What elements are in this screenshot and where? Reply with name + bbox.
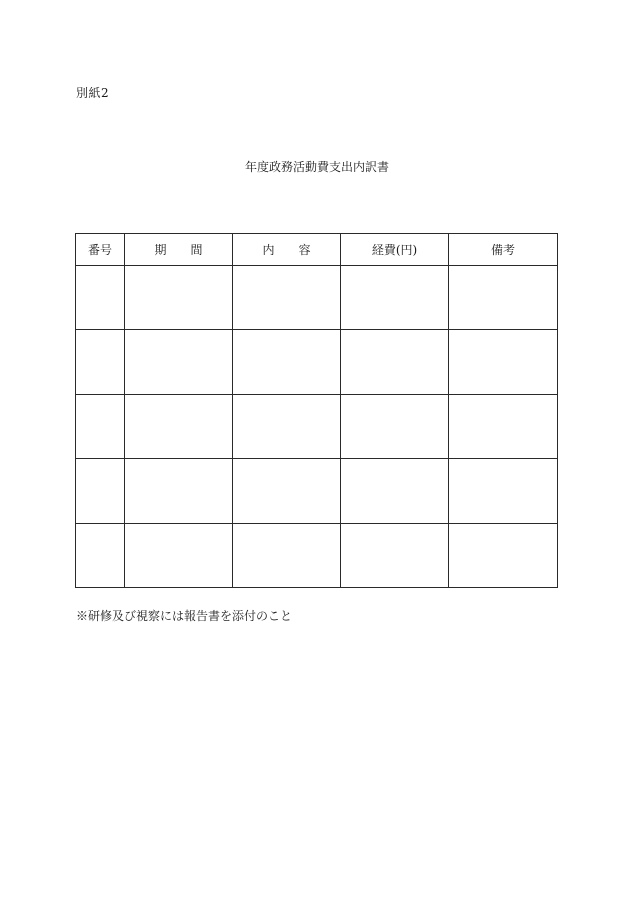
table-row [76,330,558,394]
cell-period [125,459,233,523]
cell-remarks [449,266,558,330]
attachment-label: 別紙2 [76,86,110,100]
cell-period [125,394,233,458]
cell-remarks [449,523,558,587]
cell-remarks [449,330,558,394]
cell-number [76,330,125,394]
cell-remarks [449,394,558,458]
cell-content [233,330,341,394]
cell-cost [341,266,449,330]
table-row [76,266,558,330]
cell-content [233,523,341,587]
cell-cost [341,330,449,394]
cell-number [76,394,125,458]
cell-content [233,394,341,458]
table-header-row [76,234,558,266]
attachment-note: ※研修及び視察には報告書を添付のこと [76,609,293,623]
cell-number [76,523,125,587]
cell-number [76,459,125,523]
table-row [76,523,558,587]
cell-period [125,330,233,394]
table-row [76,394,558,458]
cell-content [233,266,341,330]
cell-period [125,523,233,587]
header-remarks: 備考 [449,234,558,266]
cell-content [233,459,341,523]
cell-remarks [449,459,558,523]
cell-period [125,266,233,330]
expense-breakdown-table [75,233,558,588]
header-number: 番号 [76,234,125,266]
cell-cost [341,394,449,458]
header-cost: 経費(円) [341,234,449,266]
table-row [76,459,558,523]
cell-cost [341,459,449,523]
cell-cost [341,523,449,587]
header-content: 内 容 [233,234,341,266]
cell-number [76,266,125,330]
page-title: 年度政務活動費支出内訳書 [244,160,389,174]
header-period: 期 間 [125,234,233,266]
